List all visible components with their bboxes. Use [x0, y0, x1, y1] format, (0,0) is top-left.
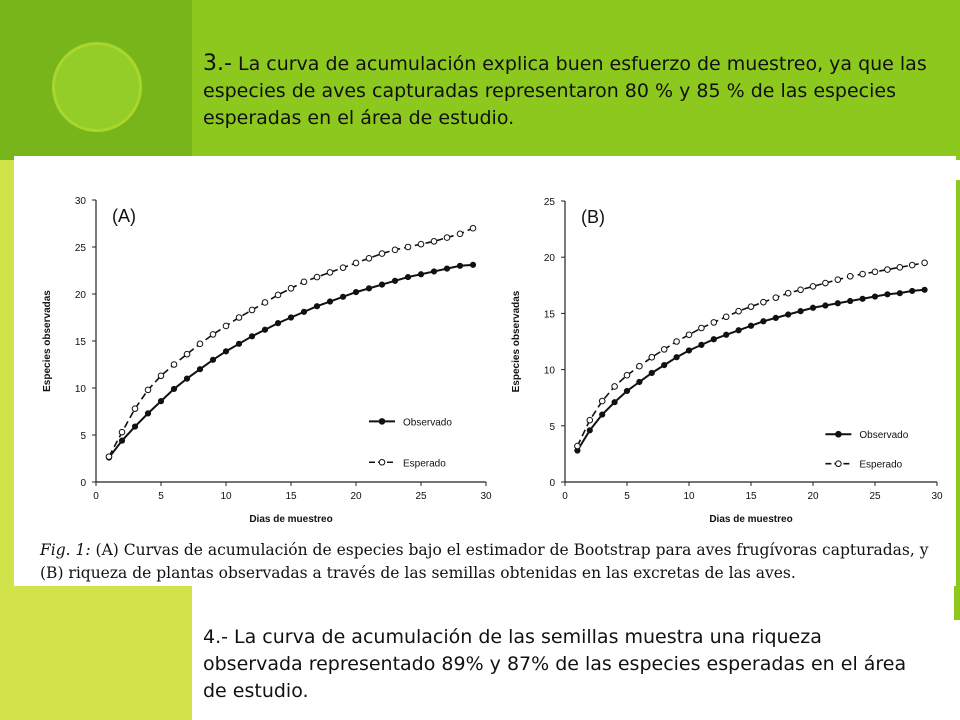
b-point-esperado [748, 304, 754, 310]
a-point-observado [210, 357, 215, 362]
a-legend-label-esperado: Esperado [403, 458, 446, 470]
a-legend-marker-observado [379, 419, 385, 425]
b-y-tick-label: 10 [543, 365, 555, 377]
top-paragraph-number: 3.- [203, 51, 232, 76]
b-point-observado [761, 319, 766, 324]
b-point-observado [860, 296, 865, 301]
a-point-observado [249, 334, 254, 339]
a-x-tick-label: 25 [415, 491, 427, 502]
a-point-esperado [262, 300, 268, 306]
a-point-esperado [379, 251, 385, 257]
b-point-observado [835, 301, 840, 306]
a-point-esperado [275, 292, 281, 298]
b-point-observado [773, 315, 778, 320]
chart-b [494, 156, 956, 536]
b-series-line-esperado [577, 263, 924, 446]
a-point-esperado [470, 225, 476, 231]
b-point-observado [748, 323, 753, 328]
b-point-esperado [922, 260, 928, 266]
a-y-tick-label: 25 [74, 243, 86, 254]
top-paragraph [203, 50, 943, 132]
b-point-esperado [885, 267, 891, 273]
a-point-esperado [132, 406, 138, 412]
a-series-line-observado [109, 265, 473, 458]
top-paragraph-text: La curva de acumulación explica buen esfuerzo de muestreo, ya que las especies de aves capturadas representaron 80 % y 85 % de las especies esperadas en el área de estudio. [203, 53, 927, 129]
b-point-observado [711, 337, 716, 342]
a-y-axis-label: Especies observadas [42, 290, 53, 392]
b-point-observado [736, 328, 741, 333]
decorative-circle [52, 42, 142, 132]
a-point-observado [184, 376, 189, 381]
b-point-esperado [661, 347, 667, 353]
b-y-tick-label: 25 [543, 197, 555, 208]
b-point-esperado [823, 280, 829, 286]
a-point-esperado [288, 286, 294, 292]
a-point-esperado [197, 341, 203, 347]
b-x-tick-label: 0 [562, 491, 568, 502]
a-point-observado [275, 321, 280, 326]
a-point-esperado [119, 429, 125, 435]
b-point-esperado [624, 372, 630, 378]
b-point-esperado [736, 308, 742, 314]
b-point-esperado [649, 354, 655, 360]
b-point-esperado [587, 417, 593, 423]
a-point-observado [418, 272, 423, 277]
b-legend-label-observado: Observado [859, 430, 909, 442]
b-point-observado [674, 355, 679, 360]
a-point-observado [145, 411, 150, 416]
b-y-tick-label: 0 [549, 478, 555, 489]
a-y-tick-label: 10 [74, 384, 86, 395]
b-y-axis-label: Especies observadas [511, 290, 522, 393]
b-point-observado [724, 332, 729, 337]
b-point-esperado [872, 269, 878, 275]
a-y-tick-label: 0 [80, 478, 86, 489]
a-point-esperado [223, 323, 229, 329]
caption-label: Fig. 1: [40, 541, 91, 559]
b-point-esperado [897, 265, 903, 271]
figure-panel [14, 156, 956, 586]
b-point-observado [910, 288, 915, 293]
a-x-tick-label: 0 [93, 491, 99, 502]
a-point-observado [327, 299, 332, 304]
b-x-tick-label: 20 [807, 491, 819, 502]
a-point-esperado [431, 239, 437, 245]
b-x-axis-label: Dias de muestreo [709, 514, 793, 525]
a-x-tick-label: 20 [350, 491, 362, 502]
a-legend-label-observado: Observado [403, 417, 452, 429]
a-y-tick-label: 30 [74, 196, 86, 207]
b-y-tick-label: 5 [549, 421, 555, 433]
b-point-observado [699, 342, 704, 347]
a-point-esperado [444, 235, 450, 241]
a-x-tick-label: 15 [285, 491, 297, 502]
a-point-esperado [158, 373, 164, 379]
b-point-esperado [599, 398, 605, 404]
a-legend-marker-esperado [379, 459, 385, 465]
a-point-observado [353, 290, 358, 295]
a-point-observado [457, 263, 462, 268]
a-point-esperado [457, 231, 463, 237]
b-point-observado [798, 309, 803, 314]
b-x-tick-label: 15 [745, 491, 757, 502]
a-point-esperado [327, 270, 333, 276]
a-point-observado [405, 274, 410, 279]
a-point-observado [340, 294, 345, 299]
a-point-observado [301, 309, 306, 314]
b-point-observado [848, 298, 853, 303]
b-point-esperado [711, 320, 717, 326]
a-point-observado [197, 367, 202, 372]
a-point-esperado [418, 241, 424, 247]
a-point-observado [158, 399, 163, 404]
b-point-observado [872, 294, 877, 299]
a-point-esperado [366, 255, 372, 261]
b-point-esperado [674, 339, 680, 345]
a-point-esperado [249, 307, 255, 313]
a-point-observado [379, 282, 384, 287]
b-point-esperado [798, 287, 804, 293]
a-x-axis-label: Dias de muestreo [249, 514, 333, 525]
b-point-observado [810, 305, 815, 310]
a-point-observado [236, 341, 241, 346]
a-point-esperado [236, 315, 242, 321]
a-x-tick-label: 10 [220, 491, 232, 502]
a-y-tick-label: 5 [80, 431, 86, 442]
b-point-observado [637, 379, 642, 384]
bottom-paragraph: 4.- La curva de acumulación de las semillas muestra una riqueza observada representado 89% y 87% de las especies esperadas en el área de estudio. [203, 626, 907, 702]
b-y-tick-label: 20 [543, 253, 555, 265]
a-point-esperado [392, 247, 398, 253]
a-point-observado [262, 327, 267, 332]
a-point-esperado [353, 260, 359, 266]
b-x-tick-label: 25 [869, 491, 881, 502]
a-point-observado [470, 262, 475, 267]
a-y-tick-label: 20 [74, 290, 86, 301]
a-point-esperado [145, 387, 151, 393]
b-y-tick-label: 15 [543, 309, 555, 321]
a-point-esperado [106, 454, 112, 460]
b-point-observado [786, 312, 791, 317]
a-y-tick-label: 15 [74, 337, 86, 348]
b-point-esperado [860, 271, 866, 277]
a-point-observado [431, 269, 436, 274]
b-point-esperado [723, 314, 729, 320]
b-point-observado [686, 348, 691, 353]
b-x-tick-label: 30 [931, 491, 943, 502]
figure-caption [40, 539, 950, 585]
b-point-observado [587, 428, 592, 433]
chart-a [14, 156, 494, 536]
a-point-observado [314, 304, 319, 309]
b-point-esperado [637, 363, 643, 369]
a-x-tick-label: 30 [480, 491, 492, 502]
b-legend-marker-observado [836, 431, 842, 437]
b-legend-marker-esperado [836, 461, 842, 467]
a-panel-label: (A) [112, 206, 136, 226]
b-point-observado [600, 412, 605, 417]
b-legend-label-esperado: Esperado [859, 459, 903, 471]
b-series-line-observado [577, 290, 924, 451]
a-point-esperado [314, 274, 320, 280]
b-point-esperado [909, 262, 915, 268]
b-point-observado [612, 400, 617, 405]
b-point-observado [624, 388, 629, 393]
a-point-observado [392, 278, 397, 283]
b-point-esperado [575, 443, 581, 449]
b-point-observado [649, 370, 654, 375]
b-point-esperado [612, 384, 618, 390]
b-point-esperado [785, 290, 791, 296]
a-point-esperado [184, 351, 190, 357]
b-x-tick-label: 5 [624, 491, 630, 502]
b-point-esperado [699, 325, 705, 331]
caption-text: (A) Curvas de acumulación de especies bajo el estimador de Bootstrap para aves frugívoras capturadas, y (B) riqueza de plantas observadas a través de las semillas obtenidas en las excretas de las aves. [40, 541, 929, 582]
b-point-esperado [761, 299, 767, 305]
a-point-observado [366, 286, 371, 291]
b-point-esperado [847, 274, 853, 280]
a-point-esperado [301, 279, 307, 285]
a-point-observado [444, 266, 449, 271]
a-point-esperado [340, 265, 346, 271]
b-point-esperado [810, 284, 816, 290]
a-x-tick-label: 5 [158, 491, 164, 502]
a-point-observado [119, 438, 124, 443]
a-point-observado [223, 349, 228, 354]
a-point-observado [171, 386, 176, 391]
b-point-esperado [835, 277, 841, 283]
a-point-esperado [405, 244, 411, 250]
a-point-observado [132, 424, 137, 429]
a-point-esperado [171, 362, 177, 368]
b-panel-label: (B) [581, 207, 605, 227]
b-point-observado [662, 363, 667, 368]
b-point-observado [897, 291, 902, 296]
a-point-esperado [210, 332, 216, 338]
b-point-observado [823, 303, 828, 308]
b-point-esperado [686, 332, 692, 338]
b-x-tick-label: 10 [683, 491, 695, 502]
a-point-observado [288, 315, 293, 320]
b-point-observado [922, 287, 927, 292]
b-point-esperado [773, 295, 779, 301]
b-point-observado [885, 292, 890, 297]
